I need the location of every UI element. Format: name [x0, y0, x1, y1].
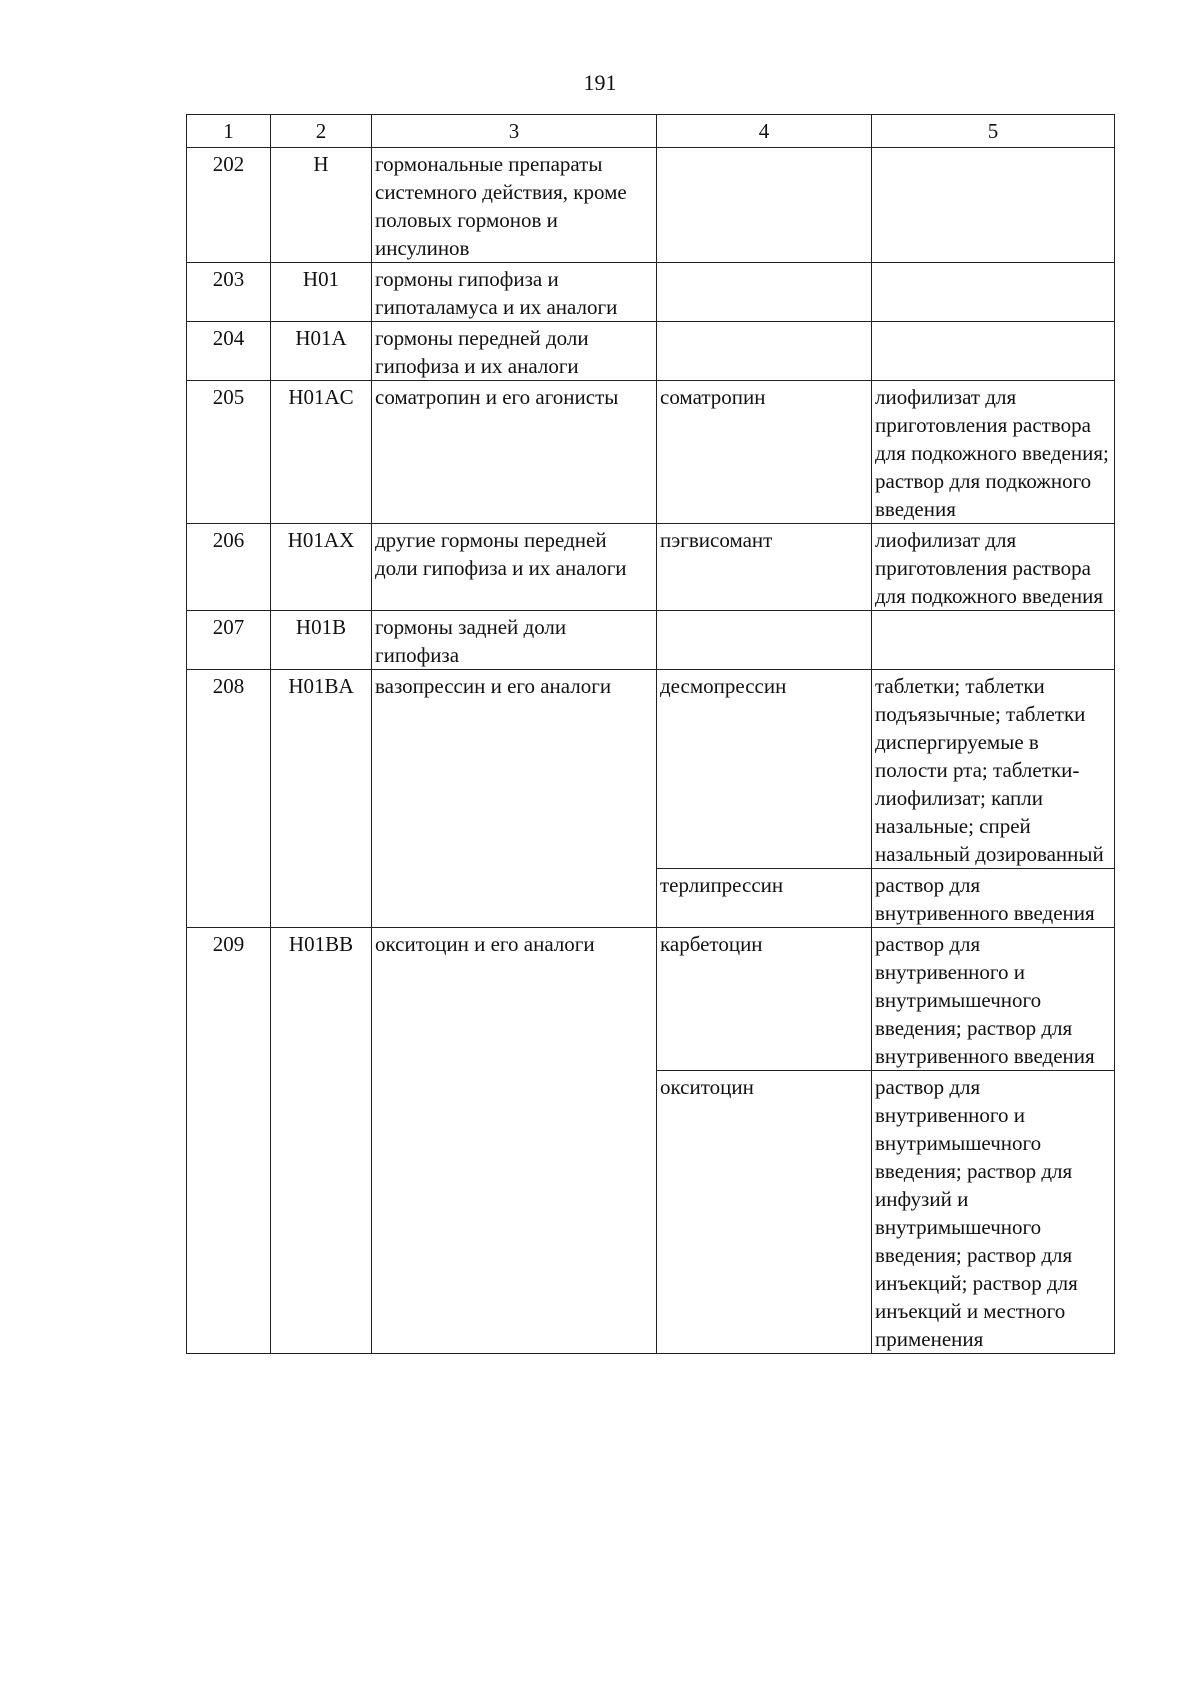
atc-code: H01AX — [271, 524, 372, 611]
atc-code: H01BA — [271, 670, 372, 928]
row-number: 208 — [187, 670, 271, 928]
table-body — [187, 148, 1115, 1354]
atc-group: окситоцин и его аналоги — [372, 928, 657, 1354]
drug-name: пэгвисомант — [657, 524, 872, 611]
row-number: 207 — [187, 611, 271, 670]
atc-code: H01AC — [271, 381, 372, 524]
drug-name — [657, 263, 872, 322]
table-row — [187, 524, 1115, 611]
row-number: 209 — [187, 928, 271, 1354]
dosage-form: раствор для внутривенного и внутримышечного введения; раствор для инфузий и внутримышечного введения; раствор для инъекций; раствор для инъекций и местного применения — [872, 1071, 1115, 1354]
row-number: 205 — [187, 381, 271, 524]
table-row — [187, 928, 1115, 1071]
dosage-form: таблетки; таблетки подъязычные; таблетки диспергируемые в полости рта; таблетки-лиофилизат; капли назальные; спрей назальный дозированный — [872, 670, 1115, 869]
header-col-1: 1 — [187, 115, 271, 148]
table-row — [187, 381, 1115, 524]
table-row — [187, 611, 1115, 670]
table-row — [187, 322, 1115, 381]
table-header — [187, 115, 1115, 148]
dosage-form: раствор для внутривенного введения — [872, 869, 1115, 928]
row-number: 206 — [187, 524, 271, 611]
drug-name: окситоцин — [657, 1071, 872, 1354]
dosage-form — [872, 148, 1115, 263]
header-row — [187, 115, 1115, 148]
header-col-3: 3 — [372, 115, 657, 148]
dosage-form — [872, 263, 1115, 322]
atc-code: H01BB — [271, 928, 372, 1354]
drug-name — [657, 611, 872, 670]
drug-name: терлипрессин — [657, 869, 872, 928]
atc-code: H01A — [271, 322, 372, 381]
page-number: 191 — [583, 70, 617, 95]
atc-group: вазопрессин и его аналоги — [372, 670, 657, 928]
row-number: 202 — [187, 148, 271, 263]
table-row — [187, 148, 1115, 263]
atc-group: гормоны гипофиза и гипоталамуса и их аналоги — [372, 263, 657, 322]
drug-name: десмопрессин — [657, 670, 872, 869]
table-row — [187, 670, 1115, 869]
atc-code: H01B — [271, 611, 372, 670]
atc-code: H01 — [271, 263, 372, 322]
drug-name — [657, 148, 872, 263]
atc-group: гормоны передней доли гипофиза и их аналоги — [372, 322, 657, 381]
dosage-form — [872, 611, 1115, 670]
header-col-4: 4 — [657, 115, 872, 148]
header-col-2: 2 — [271, 115, 372, 148]
atc-group: гормональные препараты системного действия, кроме половых гормонов и инсулинов — [372, 148, 657, 263]
row-number: 204 — [187, 322, 271, 381]
atc-group: соматропин и его агонисты — [372, 381, 657, 524]
dosage-form: лиофилизат для приготовления раствора для подкожного введения; раствор для подкожного введения — [872, 381, 1115, 524]
table-row — [187, 263, 1115, 322]
drug-table — [186, 114, 1115, 1354]
header-col-5: 5 — [872, 115, 1115, 148]
drug-name: соматропин — [657, 381, 872, 524]
drug-name — [657, 322, 872, 381]
atc-group: другие гормоны передней доли гипофиза и их аналоги — [372, 524, 657, 611]
dosage-form: раствор для внутривенного и внутримышечного введения; раствор для внутривенного введения — [872, 928, 1115, 1071]
atc-group: гормоны задней доли гипофиза — [372, 611, 657, 670]
atc-code: H — [271, 148, 372, 263]
dosage-form — [872, 322, 1115, 381]
row-number: 203 — [187, 263, 271, 322]
drug-name: карбетоцин — [657, 928, 872, 1071]
dosage-form: лиофилизат для приготовления раствора для подкожного введения — [872, 524, 1115, 611]
